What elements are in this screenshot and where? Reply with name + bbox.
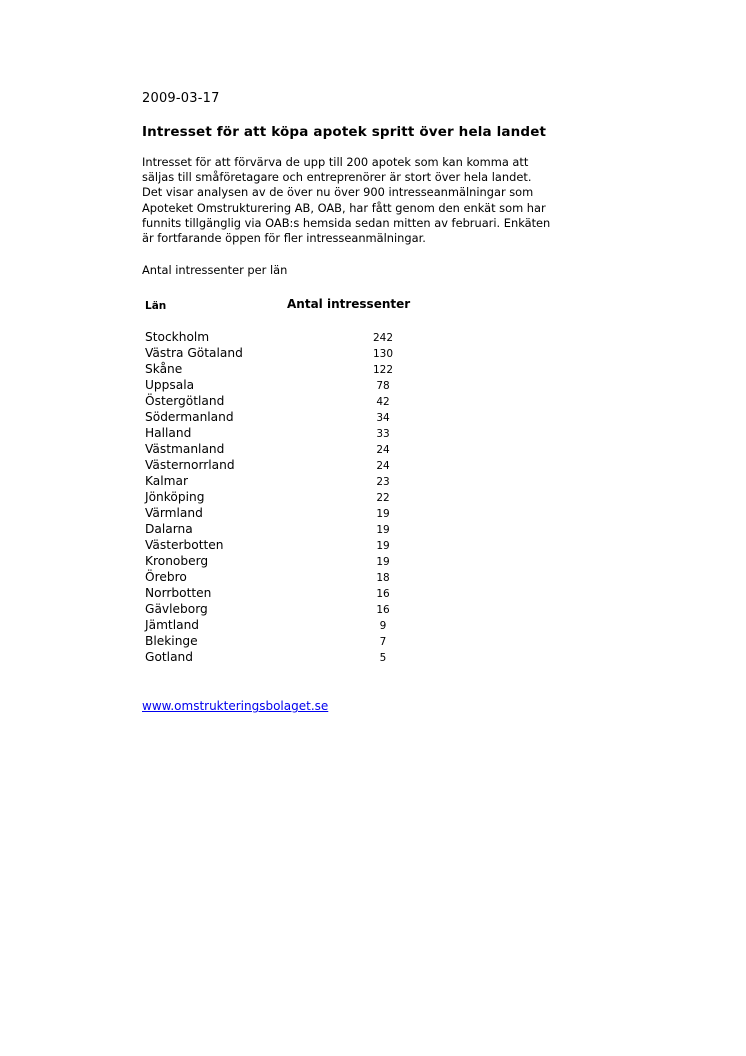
table-row [145, 329, 445, 345]
county-table [145, 329, 445, 665]
county-name: Gotland [145, 650, 193, 664]
interest-count: 33 [376, 428, 390, 440]
interest-count: 19 [376, 508, 390, 520]
table-row [145, 649, 445, 665]
table-row [145, 425, 445, 441]
table-row [145, 537, 445, 553]
county-name: Blekinge [145, 634, 198, 648]
table-row [145, 633, 445, 649]
interest-count: 22 [376, 492, 390, 504]
interest-count: 24 [376, 444, 390, 456]
county-name: Jämtland [145, 618, 200, 632]
table-row [145, 521, 445, 537]
county-name: Uppsala [145, 378, 195, 392]
county-name: Skåne [145, 362, 183, 376]
website-link[interactable]: www.omstrukteringsbolaget.se [142, 699, 329, 713]
county-name: Västerbotten [145, 538, 224, 552]
document-date: 2009-03-17 [142, 91, 220, 106]
table-row [145, 553, 445, 569]
document-title: Intresset för att köpa apotek spritt över hela landet [142, 124, 547, 140]
interest-count: 5 [379, 652, 387, 664]
table-row [145, 569, 445, 585]
interest-count: 78 [376, 380, 390, 392]
county-name: Östergötland [145, 394, 225, 408]
table-row [145, 473, 445, 489]
county-name: Västernorrland [145, 458, 235, 472]
county-name: Kronoberg [145, 554, 209, 568]
table-caption: Antal intressenter per län [142, 263, 288, 277]
table-row [145, 409, 445, 425]
county-name: Örebro [145, 570, 187, 584]
county-name: Kalmar [145, 474, 188, 488]
county-name: Jönköping [145, 490, 205, 504]
county-name: Västra Götaland [145, 346, 243, 360]
table-row [145, 441, 445, 457]
county-name: Värmland [145, 506, 203, 520]
interest-count: 9 [379, 620, 387, 632]
column-header-lan: Län [145, 300, 167, 312]
county-name: Västmanland [145, 442, 225, 456]
interest-count: 34 [376, 412, 390, 424]
interest-count: 24 [376, 460, 390, 472]
county-name: Halland [145, 426, 192, 440]
body-paragraph: Intresset för att förvärva de upp till 200 apotek som kan komma att säljas till småföretagare och entreprenörer är stort över hela landet. Det visar analysen av de över nu över 900 intresseanmälningar som Apoteket Omstrukturering AB, OAB, har fått genom den enkät som har funnits tillgänglig via OAB:s hemsida sedan mitten av februari. Enkäten är fortfarande öppen för fler intresseanmälningar. [142, 155, 551, 246]
table-row [145, 489, 445, 505]
county-name: Norrbotten [145, 586, 212, 600]
column-header-antal: Antal intressenter [287, 297, 411, 311]
table-row [145, 585, 445, 601]
interest-count: 19 [376, 540, 390, 552]
county-name: Södermanland [145, 410, 234, 424]
table-row [145, 361, 445, 377]
table-row [145, 457, 445, 473]
table-row [145, 505, 445, 521]
interest-count: 16 [376, 588, 390, 600]
table-row [145, 393, 445, 409]
interest-count: 19 [376, 556, 390, 568]
county-name: Gävleborg [145, 602, 208, 616]
interest-count: 242 [372, 332, 394, 344]
interest-count: 7 [379, 636, 387, 648]
table-row [145, 601, 445, 617]
interest-count: 130 [372, 348, 394, 360]
county-name: Stockholm [145, 330, 210, 344]
table-row [145, 617, 445, 633]
county-name: Dalarna [145, 522, 193, 536]
table-row [145, 377, 445, 393]
interest-count: 16 [376, 604, 390, 616]
interest-count: 19 [376, 524, 390, 536]
interest-count: 23 [376, 476, 390, 488]
interest-count: 122 [372, 364, 394, 376]
interest-count: 42 [376, 396, 390, 408]
interest-count: 18 [376, 572, 390, 584]
table-row [145, 345, 445, 361]
